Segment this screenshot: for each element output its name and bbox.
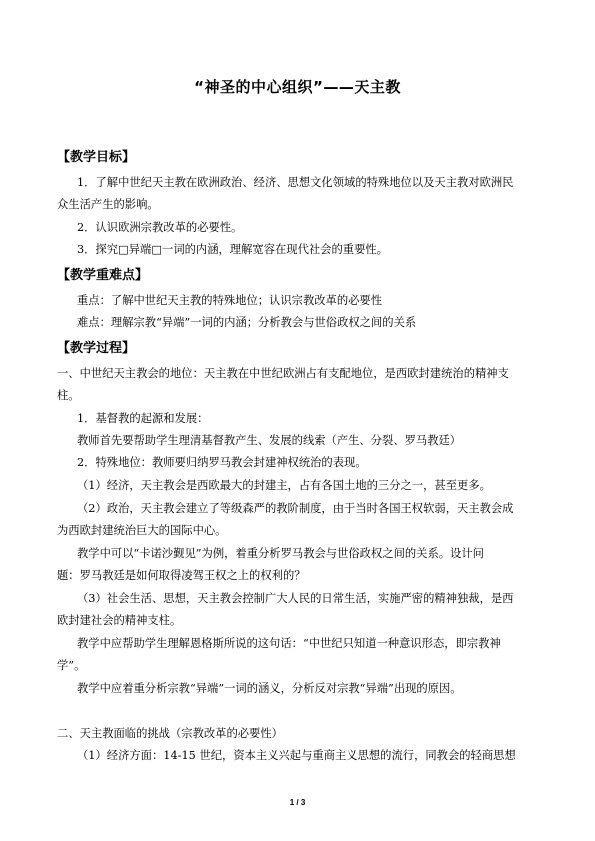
goal-line: 1．了解中世纪天主教在欧洲政治、经济、思想文化领域的特殊地位以及天主教对欧洲民 <box>77 176 514 189</box>
process-line: （3）社会生活、思想，天主教会控制广大人民的日常生活，实施严密的精神独裁，是西 <box>77 592 514 605</box>
heading-teaching-process: 【教学过程】 <box>57 341 136 356</box>
process-line: 1．基督教的起源和发展： <box>77 412 209 425</box>
process-line: （2）政治，天主教会建立了等级森严的教阶制度，由于当时各国王权软弱，天主教会成 <box>77 502 514 515</box>
process-line: 二、天主教面临的挑战（宗教改革的必要性） <box>57 727 283 740</box>
process-line: 2．特殊地位：教师要归纳罗马教会封建神权统治的表现。 <box>77 456 367 469</box>
heading-teaching-goals: 【教学目标】 <box>57 150 136 165</box>
process-line: 教学中应着重分析宗教“异端”一词的涵义，分析反对宗教“异端”出现的原因。 <box>77 682 462 695</box>
heading-key-points: 【教学重难点】 <box>57 268 149 283</box>
process-line: 学”。 <box>57 659 86 672</box>
keypoint-line: 重点：了解中世纪天主教的特殊地位；认识宗教改革的必要性 <box>77 294 383 307</box>
process-line: （1）经济方面：14-15 世纪，资本主义兴起与重商主义思想的流行，同教会的轻商思想 <box>77 749 516 762</box>
process-line: （1）经济，天主教会是西欧最大的封建主，占有各国土地的三分之一，甚至更多。 <box>77 479 491 492</box>
goal-line: 3．探究□异端□一词的内涵，理解宽容在现代社会的重要性。 <box>77 243 388 256</box>
document-title: “神圣的中心组织”——天主教 <box>194 78 401 96</box>
process-line: 教学中可以“卡诺沙觐见”为例，着重分析罗马教会与世俗政权之间的关系。设计问 <box>77 547 484 560</box>
goal-line: 2．认识欧洲宗教改革的必要性。 <box>77 221 243 234</box>
keypoint-line: 难点：理解宗教“异端”一词的内涵；分析教会与世俗政权之间的关系 <box>77 316 417 329</box>
process-line: 柱。 <box>57 389 80 402</box>
process-line: 教学中应帮助学生理解恩格斯所说的这句话：“中世纪只知道一种意识形态，即宗教神 <box>77 637 501 650</box>
process-line: 为西欧封建统治巨大的国际中心。 <box>57 524 227 537</box>
page-number: 1 / 3 <box>289 798 306 807</box>
process-line: 欧封建社会的精神支柱。 <box>57 614 182 627</box>
process-line: 一、中世纪天主教会的地位：天主教在中世纪欧洲占有支配地位，是西欧封建统治的精神支 <box>57 367 509 380</box>
process-line: 题：罗马教廷是如何取得凌驾王权之上的权利的？ <box>57 569 306 582</box>
goal-line: 众生活产生的影响。 <box>57 198 159 211</box>
process-line: 教师首先要帮助学生理清基督教产生、发展的线索（产生、分裂、罗马教廷） <box>77 434 462 447</box>
